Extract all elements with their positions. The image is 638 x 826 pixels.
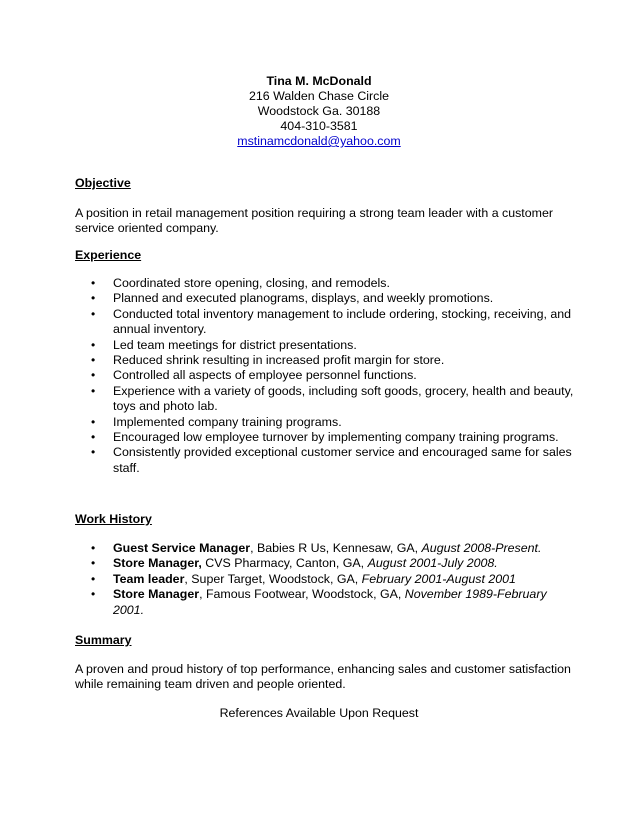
list-item: • Conducted total inventory management to include ordering, stocking, receiving, and annual inventory. [91,306,572,337]
bullet-icon: • [91,445,96,460]
bullet-icon: • [91,353,96,368]
job-employer: , Babies R Us, Kennesaw, GA, [250,541,422,555]
summary-section [75,633,575,692]
list-item: • Experience with a variety of goods, including soft goods, grocery, health and beauty, toys and photo lab. [91,383,574,414]
contact-header [0,74,638,149]
bullet-icon: • [91,383,96,398]
bullet-icon: • [91,368,96,383]
list-item: • Controlled all aspects of employee personnel functions. [91,368,417,383]
list-item: • Consistently provided exceptional customer service and encouraged same for sales staff. [91,445,572,475]
job-dates: August 2008-Present. [421,541,542,555]
list-item: • Implemented company training programs. [91,414,342,429]
bullet-icon: • [91,291,96,306]
job-employer: , Super Target, Woodstock, GA, [184,571,362,586]
street-address: 216 Walden Chase Circle [248,89,390,103]
bullet-icon: • [91,414,96,429]
objective-heading: Objective [75,176,131,190]
list-item: • Led team meetings for district presentations. [91,337,357,352]
bullet-icon: • [91,556,96,571]
objective-text: A position in retail management position requiring a strong team leader with a customer service oriented company. [75,206,553,235]
summary-heading: Summary [75,633,132,647]
bullet-icon: • [91,276,96,290]
candidate-name: Tina M. McDonald [266,74,372,88]
list-item [75,572,575,587]
bullet-icon: • [91,430,96,445]
objective-section [75,176,575,236]
summary-text: A proven and proud history of top performance, enhancing sales and customer satisfaction while remaining team driven and people oriented. [75,662,571,691]
experience-heading: Experience [75,248,142,262]
experience-section [75,248,575,476]
bullet-icon: • [91,541,96,555]
work-history-section [75,512,575,618]
bullet-icon: • [91,571,96,586]
bullet-icon: • [91,306,96,321]
job-title: Team leader [113,571,185,586]
list-item [75,587,575,618]
email-link[interactable]: mstinamcdonald@yahoo.com [237,134,401,148]
job-dates: February 2001-August 2001 [361,571,516,586]
job-title: Store Manager [113,587,200,602]
experience-list [75,276,575,476]
job-employer: , Famous Footwear, Woodstock, GA, [199,587,405,602]
city-state-zip: Woodstock Ga. 30188 [257,104,381,118]
work-history-heading: Work History [75,512,152,526]
job-dates: November 1989-February 2001. [113,587,547,617]
list-item [75,541,575,556]
bullet-icon: • [91,337,96,352]
job-title: Guest Service Manager [113,541,251,555]
bullet-icon: • [91,587,96,602]
job-employer: CVS Pharmacy, Canton, GA, [201,556,368,571]
work-history-list [75,541,575,618]
references-note: References Available Upon Request [219,706,419,720]
list-item: • Coordinated store opening, closing, and remodels. [91,276,390,290]
job-dates: August 2001-July 2008. [367,556,498,571]
list-item [75,556,575,571]
list-item: • Reduced shrink resulting in increased profit margin for store. [91,353,445,368]
job-title: Store Manager, [113,556,202,571]
list-item: • Planned and executed planograms, displays, and weekly promotions. [91,291,494,306]
phone-number: 404-310-3581 [280,119,358,133]
list-item: • Encouraged low employee turnover by implementing company training programs. [91,430,559,445]
